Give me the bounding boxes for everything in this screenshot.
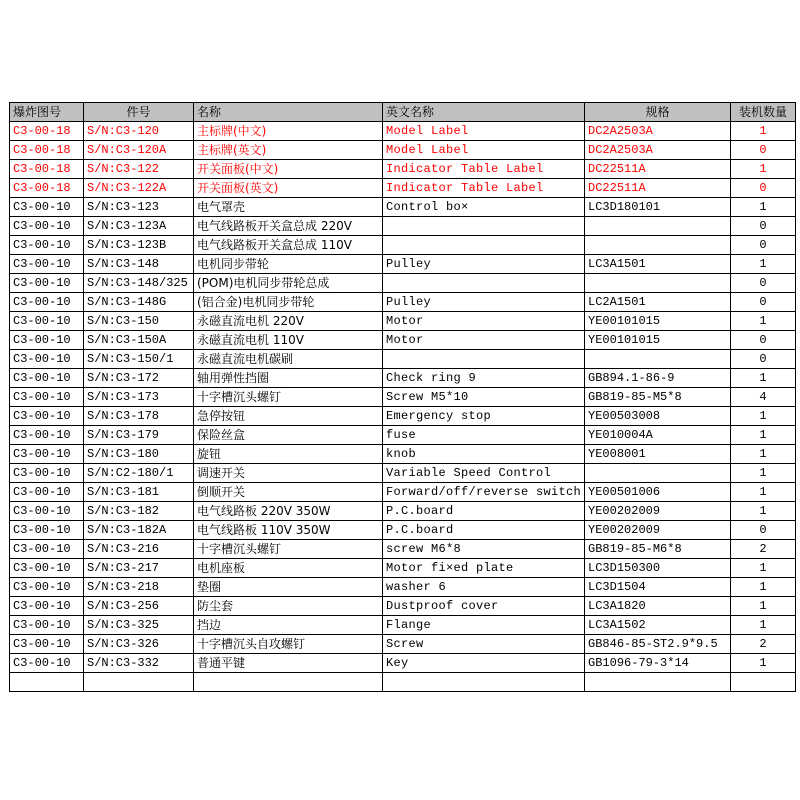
cell-name[interactable]: 永磁直流电机 220V bbox=[194, 312, 383, 331]
cell-english-name[interactable]: Screw M5*10 bbox=[383, 388, 585, 407]
cell-english-name[interactable] bbox=[383, 350, 585, 369]
cell-part-no[interactable]: S/N:C3-122A bbox=[84, 179, 194, 198]
header-row bbox=[10, 103, 796, 122]
cell-spec[interactable]: LC3D150300 bbox=[585, 559, 731, 578]
cell-qty[interactable]: 0 bbox=[731, 179, 796, 198]
table-row bbox=[10, 350, 796, 369]
cell-qty[interactable]: 1 bbox=[731, 464, 796, 483]
cell-drawing-no[interactable]: C3-00-10 bbox=[10, 559, 84, 578]
table-row bbox=[10, 654, 796, 673]
cell-name[interactable]: 挡边 bbox=[194, 616, 383, 635]
cell-part-no[interactable]: S/N:C3-182A bbox=[84, 521, 194, 540]
table-row bbox=[10, 369, 796, 388]
cell-spec[interactable]: GB1096-79-3*14 bbox=[585, 654, 731, 673]
table-row bbox=[10, 578, 796, 597]
cell-name[interactable]: 主标牌(英文) bbox=[194, 141, 383, 160]
cell-qty[interactable]: 1 bbox=[731, 369, 796, 388]
cell-name[interactable]: 电气罩壳 bbox=[194, 198, 383, 217]
cell-part-no[interactable]: S/N:C3-325 bbox=[84, 616, 194, 635]
cell-name[interactable] bbox=[194, 673, 383, 692]
cell-qty[interactable]: 0 bbox=[731, 236, 796, 255]
cell-drawing-no[interactable]: C3-00-10 bbox=[10, 654, 84, 673]
cell-english-name[interactable]: knob bbox=[383, 445, 585, 464]
cell-part-no[interactable]: S/N:C3-182 bbox=[84, 502, 194, 521]
cell-drawing-no[interactable]: C3-00-10 bbox=[10, 217, 84, 236]
cell-drawing-no[interactable]: C3-00-10 bbox=[10, 597, 84, 616]
cell-drawing-no[interactable]: C3-00-18 bbox=[10, 160, 84, 179]
parts-table bbox=[9, 102, 796, 692]
cell-spec[interactable]: GB819-85-M5*8 bbox=[585, 388, 731, 407]
cell-qty[interactable]: 1 bbox=[731, 502, 796, 521]
cell-part-no[interactable]: S/N:C3-172 bbox=[84, 369, 194, 388]
cell-english-name[interactable]: Motor bbox=[383, 331, 585, 350]
cell-english-name[interactable]: Indicator Table Label bbox=[383, 160, 585, 179]
cell-spec[interactable]: YE00101015 bbox=[585, 331, 731, 350]
cell-english-name[interactable]: P.C.board bbox=[383, 521, 585, 540]
cell-english-name[interactable]: screw M6*8 bbox=[383, 540, 585, 559]
table-row bbox=[10, 198, 796, 217]
cell-spec[interactable]: YE00202009 bbox=[585, 502, 731, 521]
cell-drawing-no[interactable]: C3-00-10 bbox=[10, 426, 84, 445]
header-part-no[interactable]: 件号 bbox=[84, 103, 194, 122]
cell-name[interactable]: 永磁直流电机 110V bbox=[194, 331, 383, 350]
cell-spec[interactable]: LC2A1501 bbox=[585, 293, 731, 312]
cell-part-no[interactable]: S/N:C3-123 bbox=[84, 198, 194, 217]
cell-part-no[interactable]: S/N:C3-148/325 bbox=[84, 274, 194, 293]
cell-english-name[interactable] bbox=[383, 236, 585, 255]
cell-qty[interactable]: 0 bbox=[731, 293, 796, 312]
cell-qty[interactable]: 1 bbox=[731, 616, 796, 635]
cell-qty[interactable]: 1 bbox=[731, 312, 796, 331]
cell-spec[interactable]: GB894.1-86-9 bbox=[585, 369, 731, 388]
cell-drawing-no[interactable]: C3-00-10 bbox=[10, 483, 84, 502]
cell-drawing-no[interactable]: C3-00-10 bbox=[10, 540, 84, 559]
cell-drawing-no[interactable]: C3-00-10 bbox=[10, 274, 84, 293]
cell-qty[interactable]: 1 bbox=[731, 483, 796, 502]
cell-qty[interactable]: 1 bbox=[731, 407, 796, 426]
cell-english-name[interactable]: Emergency stop bbox=[383, 407, 585, 426]
cell-spec[interactable]: LC3A1501 bbox=[585, 255, 731, 274]
cell-part-no[interactable]: S/N:C3-216 bbox=[84, 540, 194, 559]
cell-drawing-no[interactable]: C3-00-10 bbox=[10, 350, 84, 369]
cell-drawing-no[interactable]: C3-00-10 bbox=[10, 502, 84, 521]
cell-name[interactable]: (铝合金)电机同步带轮 bbox=[194, 293, 383, 312]
table-row bbox=[10, 521, 796, 540]
cell-part-no[interactable]: S/N:C3-180 bbox=[84, 445, 194, 464]
cell-qty[interactable]: 1 bbox=[731, 160, 796, 179]
cell-english-name[interactable] bbox=[383, 274, 585, 293]
cell-qty[interactable] bbox=[731, 673, 796, 692]
cell-part-no[interactable]: S/N:C3-148G bbox=[84, 293, 194, 312]
cell-part-no[interactable]: S/N:C3-148 bbox=[84, 255, 194, 274]
cell-qty[interactable]: 1 bbox=[731, 426, 796, 445]
cell-drawing-no[interactable]: C3-00-10 bbox=[10, 388, 84, 407]
cell-qty[interactable]: 0 bbox=[731, 521, 796, 540]
cell-english-name[interactable]: Model Label bbox=[383, 122, 585, 141]
table-row bbox=[10, 293, 796, 312]
cell-part-no[interactable] bbox=[84, 673, 194, 692]
cell-name[interactable]: 倒顺开关 bbox=[194, 483, 383, 502]
cell-drawing-no[interactable]: C3-00-10 bbox=[10, 198, 84, 217]
cell-qty[interactable]: 1 bbox=[731, 559, 796, 578]
cell-english-name[interactable]: Forward/off/reverse switch bbox=[383, 483, 585, 502]
cell-english-name[interactable]: Variable Speed Control bbox=[383, 464, 585, 483]
cell-drawing-no[interactable]: C3-00-10 bbox=[10, 616, 84, 635]
cell-part-no[interactable]: S/N:C3-179 bbox=[84, 426, 194, 445]
table-row bbox=[10, 312, 796, 331]
cell-part-no[interactable]: S/N:C3-173 bbox=[84, 388, 194, 407]
cell-english-name[interactable]: Pulley bbox=[383, 293, 585, 312]
cell-spec[interactable]: YE00101015 bbox=[585, 312, 731, 331]
cell-spec[interactable]: LC3A1502 bbox=[585, 616, 731, 635]
table-body bbox=[10, 122, 796, 692]
table-row bbox=[10, 160, 796, 179]
cell-english-name[interactable]: Check ring 9 bbox=[383, 369, 585, 388]
cell-qty[interactable]: 2 bbox=[731, 540, 796, 559]
cell-part-no[interactable]: S/N:C3-150/1 bbox=[84, 350, 194, 369]
cell-drawing-no[interactable]: C3-00-10 bbox=[10, 521, 84, 540]
cell-english-name[interactable]: washer 6 bbox=[383, 578, 585, 597]
cell-part-no[interactable]: S/N:C3-122 bbox=[84, 160, 194, 179]
cell-english-name[interactable]: Dustproof cover bbox=[383, 597, 585, 616]
cell-part-no[interactable]: S/N:C3-218 bbox=[84, 578, 194, 597]
cell-qty[interactable]: 1 bbox=[731, 198, 796, 217]
cell-drawing-no[interactable]: C3-00-10 bbox=[10, 445, 84, 464]
cell-qty[interactable]: 1 bbox=[731, 445, 796, 464]
cell-spec[interactable]: GB819-85-M6*8 bbox=[585, 540, 731, 559]
table-row bbox=[10, 122, 796, 141]
cell-part-no[interactable]: S/N:C2-180/1 bbox=[84, 464, 194, 483]
cell-part-no[interactable]: S/N:C3-123B bbox=[84, 236, 194, 255]
cell-qty[interactable]: 0 bbox=[731, 331, 796, 350]
table-row bbox=[10, 331, 796, 350]
cell-spec[interactable]: LC3A1820 bbox=[585, 597, 731, 616]
cell-qty[interactable]: 1 bbox=[731, 122, 796, 141]
table-row bbox=[10, 502, 796, 521]
cell-english-name[interactable]: Pulley bbox=[383, 255, 585, 274]
cell-part-no[interactable]: S/N:C3-326 bbox=[84, 635, 194, 654]
cell-drawing-no[interactable]: C3-00-10 bbox=[10, 635, 84, 654]
cell-drawing-no[interactable]: C3-00-10 bbox=[10, 331, 84, 350]
cell-drawing-no[interactable]: C3-00-18 bbox=[10, 122, 84, 141]
cell-spec[interactable]: DC22511A bbox=[585, 179, 731, 198]
table-row bbox=[10, 673, 796, 692]
table-row bbox=[10, 464, 796, 483]
cell-part-no[interactable]: S/N:C3-217 bbox=[84, 559, 194, 578]
cell-qty[interactable]: 4 bbox=[731, 388, 796, 407]
table-row bbox=[10, 483, 796, 502]
cell-name[interactable]: 电气线路板 110V 350W bbox=[194, 521, 383, 540]
cell-drawing-no[interactable]: C3-00-10 bbox=[10, 312, 84, 331]
cell-name[interactable]: 十字槽沉头螺钉 bbox=[194, 388, 383, 407]
header-qty[interactable]: 装机数量 bbox=[731, 103, 796, 122]
cell-drawing-no[interactable]: C3-00-18 bbox=[10, 141, 84, 160]
cell-english-name[interactable]: Key bbox=[383, 654, 585, 673]
cell-spec[interactable] bbox=[585, 236, 731, 255]
cell-drawing-no[interactable]: C3-00-18 bbox=[10, 179, 84, 198]
cell-part-no[interactable]: S/N:C3-332 bbox=[84, 654, 194, 673]
cell-english-name[interactable]: Control bo× bbox=[383, 198, 585, 217]
cell-name[interactable]: 轴用弹性挡圈 bbox=[194, 369, 383, 388]
cell-english-name[interactable]: fuse bbox=[383, 426, 585, 445]
cell-name[interactable]: 主标牌(中文) bbox=[194, 122, 383, 141]
cell-spec[interactable] bbox=[585, 673, 731, 692]
cell-name[interactable]: 十字槽沉头自攻螺钉 bbox=[194, 635, 383, 654]
cell-name[interactable]: 开关面板(中文) bbox=[194, 160, 383, 179]
cell-name[interactable]: 电机同步带轮 bbox=[194, 255, 383, 274]
cell-spec[interactable]: YE010004A bbox=[585, 426, 731, 445]
table-row bbox=[10, 616, 796, 635]
cell-part-no[interactable]: S/N:C3-150A bbox=[84, 331, 194, 350]
table-row bbox=[10, 635, 796, 654]
table-row bbox=[10, 540, 796, 559]
cell-part-no[interactable]: S/N:C3-256 bbox=[84, 597, 194, 616]
cell-name[interactable]: 永磁直流电机碳刷 bbox=[194, 350, 383, 369]
cell-spec[interactable]: LC3D180101 bbox=[585, 198, 731, 217]
header-english-name[interactable]: 英文名称 bbox=[383, 103, 585, 122]
cell-spec[interactable]: YE00501006 bbox=[585, 483, 731, 502]
table-row bbox=[10, 388, 796, 407]
cell-spec[interactable]: GB846-85-ST2.9*9.5 bbox=[585, 635, 731, 654]
cell-part-no[interactable]: S/N:C3-150 bbox=[84, 312, 194, 331]
table-row bbox=[10, 236, 796, 255]
table-row bbox=[10, 255, 796, 274]
cell-part-no[interactable]: S/N:C3-181 bbox=[84, 483, 194, 502]
table-row bbox=[10, 445, 796, 464]
cell-name[interactable]: 旋钮 bbox=[194, 445, 383, 464]
cell-qty[interactable]: 1 bbox=[731, 654, 796, 673]
cell-qty[interactable]: 0 bbox=[731, 217, 796, 236]
cell-qty[interactable]: 2 bbox=[731, 635, 796, 654]
cell-spec[interactable] bbox=[585, 217, 731, 236]
cell-name[interactable]: 普通平键 bbox=[194, 654, 383, 673]
cell-name[interactable]: 开关面板(英文) bbox=[194, 179, 383, 198]
cell-name[interactable]: 电机座板 bbox=[194, 559, 383, 578]
cell-name[interactable]: 电气线路板开关盒总成 110V bbox=[194, 236, 383, 255]
cell-spec[interactable] bbox=[585, 464, 731, 483]
cell-name[interactable]: 急停按钮 bbox=[194, 407, 383, 426]
cell-name[interactable]: 垫圈 bbox=[194, 578, 383, 597]
cell-drawing-no[interactable]: C3-00-10 bbox=[10, 578, 84, 597]
cell-drawing-no[interactable]: C3-00-10 bbox=[10, 407, 84, 426]
cell-part-no[interactable]: S/N:C3-123A bbox=[84, 217, 194, 236]
cell-qty[interactable]: 0 bbox=[731, 274, 796, 293]
cell-name[interactable]: 防尘套 bbox=[194, 597, 383, 616]
cell-spec[interactable]: YE00503008 bbox=[585, 407, 731, 426]
cell-part-no[interactable]: S/N:C3-120 bbox=[84, 122, 194, 141]
cell-spec[interactable] bbox=[585, 350, 731, 369]
table-row bbox=[10, 179, 796, 198]
header-name[interactable]: 名称 bbox=[194, 103, 383, 122]
cell-drawing-no[interactable]: C3-00-10 bbox=[10, 236, 84, 255]
cell-name[interactable]: 电气线路板开关盒总成 220V bbox=[194, 217, 383, 236]
table-row bbox=[10, 217, 796, 236]
cell-english-name[interactable]: Screw bbox=[383, 635, 585, 654]
table-row bbox=[10, 141, 796, 160]
cell-drawing-no[interactable] bbox=[10, 673, 84, 692]
cell-drawing-no[interactable]: C3-00-10 bbox=[10, 369, 84, 388]
cell-spec[interactable]: YE008001 bbox=[585, 445, 731, 464]
table-row bbox=[10, 597, 796, 616]
table-row bbox=[10, 407, 796, 426]
cell-english-name[interactable] bbox=[383, 673, 585, 692]
cell-english-name[interactable]: Model Label bbox=[383, 141, 585, 160]
cell-english-name[interactable]: Motor fi×ed plate bbox=[383, 559, 585, 578]
cell-spec[interactable]: DC2A2503A bbox=[585, 141, 731, 160]
cell-english-name[interactable]: P.C.board bbox=[383, 502, 585, 521]
cell-name[interactable]: (POM)电机同步带轮总成 bbox=[194, 274, 383, 293]
cell-drawing-no[interactable]: C3-00-10 bbox=[10, 464, 84, 483]
cell-english-name[interactable]: Motor bbox=[383, 312, 585, 331]
cell-spec[interactable]: DC2A2503A bbox=[585, 122, 731, 141]
cell-drawing-no[interactable]: C3-00-10 bbox=[10, 293, 84, 312]
cell-part-no[interactable]: S/N:C3-178 bbox=[84, 407, 194, 426]
cell-qty[interactable]: 0 bbox=[731, 350, 796, 369]
cell-name[interactable]: 调速开关 bbox=[194, 464, 383, 483]
cell-spec[interactable]: DC22511A bbox=[585, 160, 731, 179]
cell-qty[interactable]: 0 bbox=[731, 141, 796, 160]
cell-drawing-no[interactable]: C3-00-10 bbox=[10, 255, 84, 274]
cell-spec[interactable] bbox=[585, 274, 731, 293]
header-drawing-no[interactable]: 爆炸图号 bbox=[10, 103, 84, 122]
cell-english-name[interactable]: Flange bbox=[383, 616, 585, 635]
cell-name[interactable]: 保险丝盒 bbox=[194, 426, 383, 445]
cell-spec[interactable]: YE00202009 bbox=[585, 521, 731, 540]
cell-english-name[interactable]: Indicator Table Label bbox=[383, 179, 585, 198]
cell-part-no[interactable]: S/N:C3-120A bbox=[84, 141, 194, 160]
table-row bbox=[10, 559, 796, 578]
cell-spec[interactable]: LC3D1504 bbox=[585, 578, 731, 597]
cell-qty[interactable]: 1 bbox=[731, 255, 796, 274]
cell-name[interactable]: 十字槽沉头螺钉 bbox=[194, 540, 383, 559]
header-spec[interactable]: 规格 bbox=[585, 103, 731, 122]
cell-name[interactable]: 电气线路板 220V 350W bbox=[194, 502, 383, 521]
cell-qty[interactable]: 1 bbox=[731, 597, 796, 616]
cell-english-name[interactable] bbox=[383, 217, 585, 236]
table-row bbox=[10, 426, 796, 445]
cell-qty[interactable]: 1 bbox=[731, 578, 796, 597]
table-row bbox=[10, 274, 796, 293]
